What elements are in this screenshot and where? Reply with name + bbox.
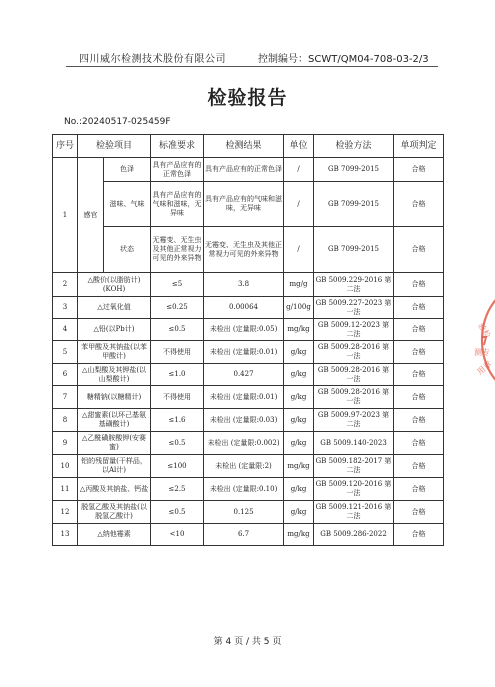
col-header-item: 检验项目 — [78, 135, 151, 158]
cell-unit: g/kg — [284, 364, 314, 386]
cell-result: 未检出 (定量限:0.03) — [204, 409, 284, 432]
table-row — [53, 364, 444, 386]
cell-no: 7 — [53, 386, 78, 409]
organization-name: 四川威尔检测技术股份有限公司 — [79, 54, 226, 65]
cell-unit: mg/g — [284, 273, 314, 297]
cell-item: △铅(以Pb计) — [78, 319, 151, 341]
cell-unit: g/100g — [284, 297, 314, 319]
cell-item: △丙酸及其钠盐、钙盐 — [78, 478, 151, 501]
cell-unit: g/kg — [284, 409, 314, 432]
cell-method: GB 5009.97-2023 第二法 — [314, 409, 394, 432]
table-row — [53, 158, 444, 182]
cell-method: GB 5009.140-2023 — [314, 432, 394, 455]
cell-method: GB 7099-2015 — [314, 182, 394, 227]
cell-judgement: 合格 — [394, 341, 444, 364]
cell-unit: / — [284, 158, 314, 182]
cell-method: GB 5009.227-2023 第一法 — [314, 297, 394, 319]
cell-unit: / — [284, 182, 314, 227]
cell-requirement: ≤0.5 — [151, 319, 204, 341]
cell-no: 5 — [53, 341, 78, 364]
col-header-result: 检测结果 — [204, 135, 284, 158]
cell-method: GB 7099-2015 — [314, 158, 394, 182]
cell-unit: g/kg — [284, 432, 314, 455]
cell-item: 脱氢乙酸及其钠盐(以脱氢乙酸计) — [78, 501, 151, 524]
cell-requirement: ≤1.0 — [151, 364, 204, 386]
cell-item: 苯甲酸及其钠盐(以苯甲酸计) — [78, 341, 151, 364]
cell-no: 10 — [53, 455, 78, 478]
table-header-row — [53, 135, 444, 158]
cell-requirement: 无霉变、无生虫及其他正常视力可见的外来异物 — [151, 227, 204, 273]
cell-no: 2 — [53, 273, 78, 297]
cell-no: 13 — [53, 524, 78, 546]
cell-unit: / — [284, 227, 314, 273]
cell-judgement: 合格 — [394, 364, 444, 386]
cell-result: 0.427 — [204, 364, 284, 386]
cell-requirement: ≤2.5 — [151, 478, 204, 501]
svg-text:用章: 用章 — [475, 359, 494, 377]
table-row — [53, 524, 444, 546]
cell-no: 4 — [53, 319, 78, 341]
cell-item: △甜蜜素(以环己基氨基磺酸计) — [78, 409, 151, 432]
cell-no: 1 — [53, 158, 78, 273]
cell-judgement: 合格 — [394, 273, 444, 297]
cell-unit: mg/kg — [284, 319, 314, 341]
cell-requirement: 不得使用 — [151, 386, 204, 409]
cell-judgement: 合格 — [394, 432, 444, 455]
cell-item: △酸价(以脂肪计)(KOH) — [78, 273, 151, 297]
cell-item: △过氧化值 — [78, 297, 151, 319]
cell-result: 3.8 — [204, 273, 284, 297]
official-seal — [470, 285, 495, 395]
cell-unit: g/kg — [284, 478, 314, 501]
table-row — [53, 432, 444, 455]
cell-result: 未检出 (定量限:0.002) — [204, 432, 284, 455]
cell-judgement: 合格 — [394, 409, 444, 432]
cell-method: GB 5009.28-2016 第一法 — [314, 386, 394, 409]
cell-judgement: 合格 — [394, 524, 444, 546]
table-row — [53, 319, 444, 341]
cell-unit: g/kg — [284, 386, 314, 409]
table-row — [53, 273, 444, 297]
col-header-no: 序号 — [53, 135, 78, 158]
cell-requirement: ≤5 — [151, 273, 204, 297]
cell-judgement: 合格 — [394, 478, 444, 501]
cell-judgement: 合格 — [394, 227, 444, 273]
cell-result: 未检出 (定量限:2) — [204, 455, 284, 478]
cell-result: 未检出 (定量限:0.01) — [204, 386, 284, 409]
cell-judgement: 合格 — [394, 182, 444, 227]
cell-method: GB 5009.28-2016 第一法 — [314, 364, 394, 386]
cell-result: 未检出 (定量限:0.05) — [204, 319, 284, 341]
cell-method: GB 7099-2015 — [314, 227, 394, 273]
col-header-judgement: 单项判定 — [394, 135, 444, 158]
table-row — [53, 478, 444, 501]
cell-item: 色泽 — [104, 158, 151, 182]
cell-requirement: <10 — [151, 524, 204, 546]
cell-result: 未检出 (定量限:0.01) — [204, 341, 284, 364]
cell-judgement: 合格 — [394, 501, 444, 524]
svg-text:测专: 测专 — [474, 348, 490, 357]
cell-result: 6.7 — [204, 524, 284, 546]
report-title: 检验报告 — [207, 87, 288, 109]
cell-method: GB 5009.12-2023 第二法 — [314, 319, 394, 341]
cell-requirement: ≤0.5 — [151, 501, 204, 524]
page-footer: 第 4 页 / 共 5 页 — [213, 637, 282, 647]
cell-item: 状态 — [104, 227, 151, 273]
cell-method: GB 5009.182-2017 第二法 — [314, 455, 394, 478]
cell-unit: mg/kg — [284, 455, 314, 478]
cell-no: 9 — [53, 432, 78, 455]
cell-result: 具有产品应有的正常色泽 — [204, 158, 284, 182]
inspection-table — [52, 134, 444, 546]
table-row — [53, 501, 444, 524]
col-header-requirement: 标准要求 — [151, 135, 204, 158]
col-header-method: 检验方法 — [314, 135, 394, 158]
cell-unit: g/kg — [284, 341, 314, 364]
cell-unit: mg/kg — [284, 524, 314, 546]
cell-judgement: 合格 — [394, 455, 444, 478]
cell-item: 糖精钠(以糖精计) — [78, 386, 151, 409]
table-row — [53, 341, 444, 364]
cell-no: 8 — [53, 409, 78, 432]
cell-no: 12 — [53, 501, 78, 524]
cell-no: 11 — [53, 478, 78, 501]
cell-item: 铝的残留量(干样品，以Al计) — [78, 455, 151, 478]
cell-result: 无霉变、无生虫及其他正常视力可见的外来异物 — [204, 227, 284, 273]
cell-requirement: 具有产品应有的正常色泽 — [151, 158, 204, 182]
report-number: No.:20240517-025459F — [64, 117, 171, 127]
cell-judgement: 合格 — [394, 386, 444, 409]
cell-result: 0.00064 — [204, 297, 284, 319]
cell-judgement: 合格 — [394, 297, 444, 319]
cell-method: GB 5009.286-2022 — [314, 524, 394, 546]
table-row — [53, 182, 444, 227]
table-row — [53, 455, 444, 478]
cell-result: 未检出 (定量限:0.10) — [204, 478, 284, 501]
cell-result: 0.125 — [204, 501, 284, 524]
control-number: 控制编号：SCWT/QM04-708-03-2/3 — [258, 54, 429, 65]
table-row — [53, 297, 444, 319]
cell-requirement: ≤100 — [151, 455, 204, 478]
cell-judgement: 合格 — [394, 158, 444, 182]
cell-item: △乙酰磺胺酸钾(安赛蜜) — [78, 432, 151, 455]
svg-text:验检: 验检 — [476, 321, 493, 340]
cell-result: 具有产品应有的气味和滋味，无异味 — [204, 182, 284, 227]
cell-no: 3 — [53, 297, 78, 319]
cell-requirement: ≤0.25 — [151, 297, 204, 319]
table-row — [53, 409, 444, 432]
table-row — [53, 227, 444, 273]
cell-group-label: 感官 — [78, 158, 104, 273]
cell-no: 6 — [53, 364, 78, 386]
cell-requirement: 不得使用 — [151, 341, 204, 364]
header-divider — [66, 66, 438, 67]
cell-method: GB 5009.121-2016 第二法 — [314, 501, 394, 524]
cell-method: GB 5009.28-2016 第一法 — [314, 341, 394, 364]
cell-item: 滋味、气味 — [104, 182, 151, 227]
cell-method: GB 5009.120-2016 第一法 — [314, 478, 394, 501]
col-header-unit: 单位 — [284, 135, 314, 158]
cell-requirement: ≤0.5 — [151, 432, 204, 455]
cell-method: GB 5009.229-2016 第二法 — [314, 273, 394, 297]
cell-requirement: 具有产品应有的气味和滋味，无异味 — [151, 182, 204, 227]
cell-item: △山梨酸及其钾盐(以山梨酸计) — [78, 364, 151, 386]
cell-requirement: ≤1.6 — [151, 409, 204, 432]
cell-judgement: 合格 — [394, 319, 444, 341]
table-row — [53, 386, 444, 409]
cell-item: △纳他霉素 — [78, 524, 151, 546]
cell-unit: g/kg — [284, 501, 314, 524]
